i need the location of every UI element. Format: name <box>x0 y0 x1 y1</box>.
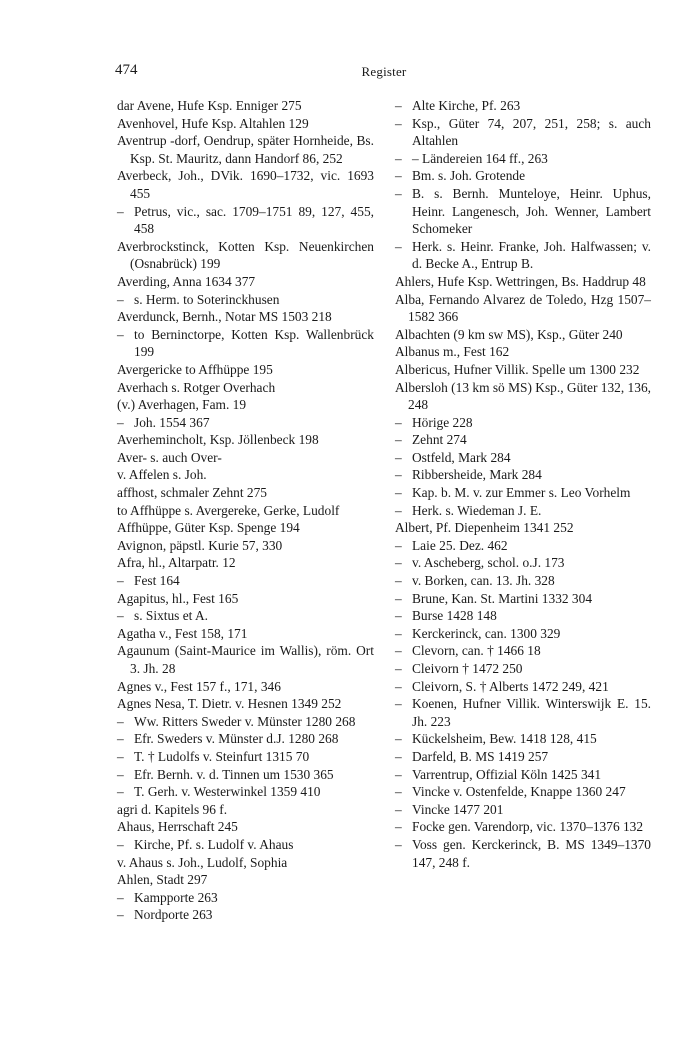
entry-text: to Berninctorpe, Kotten Ksp. Wallenbrück 199 <box>134 326 374 360</box>
index-subentry <box>117 713 374 731</box>
entry-text: Varrentrup, Offizial Köln 1425 341 <box>412 766 602 782</box>
index-entry <box>117 642 374 677</box>
subentry-dash: – <box>117 573 124 589</box>
subentry-dash: – <box>117 713 124 729</box>
entry-text: Laie 25. Dez. 462 <box>412 537 508 553</box>
entry-text: Agaunum (Saint-Maurice im Wallis), röm. Ort 3. Jh. 28 <box>117 643 374 676</box>
index-entry <box>117 466 374 484</box>
index-entry <box>117 97 374 115</box>
index-entry <box>117 590 374 608</box>
index-column-left <box>117 97 374 924</box>
subentry-dash: – <box>395 590 402 606</box>
entry-text: Nordporte 263 <box>134 907 213 923</box>
entry-text: Efr. Bernh. v. d. Tinnen um 1530 365 <box>134 766 334 782</box>
index-entry <box>117 273 374 291</box>
entry-text: Agnes v., Fest 157 f., 171, 346 <box>117 678 281 694</box>
entry-text: Kirche, Pf. s. Ludolf v. Ahaus <box>134 836 294 852</box>
entry-text: Voss gen. Kerckerinck, B. MS 1349–1370 147, 248 f. <box>412 836 651 870</box>
entry-text: Fest 164 <box>134 573 180 589</box>
index-entry <box>117 818 374 836</box>
entry-text: Ostfeld, Mark 284 <box>412 449 511 465</box>
entry-text: Focke gen. Varendorp, vic. 1370–1376 132 <box>412 819 644 835</box>
entry-text: Kap. b. M. v. zur Emmer s. Leo Vorhelm <box>412 485 631 501</box>
subentry-dash: – <box>395 98 402 113</box>
entry-text: Albericus, Hufner Villik. Spelle um 1300 232 <box>395 361 640 377</box>
entry-text: Averbeck, Joh., DVik. 1690–1732, vic. 1693 455 <box>117 168 374 201</box>
index-subentry <box>117 783 374 801</box>
entry-text: Zehnt 274 <box>412 432 467 448</box>
index-entry <box>395 361 651 379</box>
entry-text: Cleivorn, S. † Alberts 1472 249, 421 <box>412 678 609 694</box>
entry-text: s. Sixtus et A. <box>134 608 209 624</box>
subentry-dash: – <box>395 661 402 676</box>
subentry-dash: – <box>117 784 124 800</box>
entry-text: Ahlers, Hufe Ksp. Wettringen, Bs. Haddrup 48 <box>395 273 646 289</box>
entry-text: Darfeld, B. MS 1419 257 <box>412 748 549 764</box>
entry-text: s. Herm. to Soterinckhusen <box>134 291 280 307</box>
index-subentry <box>395 783 651 801</box>
subentry-dash: – <box>395 449 402 465</box>
index-subentry <box>117 730 374 748</box>
index-subentry <box>395 730 651 748</box>
index-entry <box>395 379 651 414</box>
index-subentry <box>395 625 651 643</box>
index-entry <box>395 519 651 537</box>
entry-text: Herk. s. Wiedeman J. E. <box>412 502 542 518</box>
index-subentry <box>395 431 651 449</box>
index-entry <box>395 291 651 326</box>
subentry-dash: – <box>395 485 402 501</box>
entry-text: Ribbersheide, Mark 284 <box>412 467 542 483</box>
entry-text: v. Ahaus s. Joh., Ludolf, Sophia <box>117 854 288 870</box>
index-subentry <box>395 695 651 730</box>
entry-text: Kückelsheim, Bew. 1418 128, 415 <box>412 731 597 747</box>
subentry-dash: – <box>395 537 402 553</box>
index-entry <box>395 326 651 344</box>
subentry-dash: – <box>117 766 124 782</box>
running-head: Register <box>361 64 407 79</box>
index-entry <box>117 308 374 326</box>
subentry-dash: – <box>117 731 124 747</box>
entry-text: Kerckerinck, can. 1300 329 <box>412 625 561 641</box>
index-entry <box>117 554 374 572</box>
index-entry <box>117 115 374 133</box>
index-entry <box>117 695 374 713</box>
entry-text: Averding, Anna 1634 377 <box>117 273 256 289</box>
entry-text: Joh. 1554 367 <box>134 414 210 430</box>
entry-text: Alba, Fernando Alvarez de Toledo, Hzg 1507–1582 366 <box>395 291 651 325</box>
entry-text: Ahlen, Stadt 297 <box>117 872 208 888</box>
entry-text: Bm. s. Joh. Grotende <box>412 168 526 184</box>
index-subentry <box>117 607 374 625</box>
index-subentry <box>395 466 651 484</box>
subentry-dash: – <box>117 291 124 307</box>
entry-text: Alte Kirche, Pf. 263 <box>412 98 521 113</box>
subentry-dash: – <box>395 115 402 131</box>
entry-text: Vincke 1477 201 <box>412 801 504 817</box>
entry-text: to Affhüppe s. Avergereke, Gerke, Ludolf <box>117 502 340 518</box>
index-subentry <box>395 678 651 696</box>
entry-text: v. Affelen s. Joh. <box>117 467 207 483</box>
index-subentry <box>395 572 651 590</box>
subentry-dash: – <box>395 150 402 166</box>
index-entry <box>117 678 374 696</box>
entry-text: Aver- s. auch Over- <box>117 449 222 465</box>
entry-text: Ahaus, Herrschaft 245 <box>117 819 238 835</box>
subentry-dash: – <box>117 836 124 852</box>
index-subentry <box>395 115 651 150</box>
index-subentry <box>117 836 374 854</box>
entry-text: v. Ascheberg, schol. o.J. 173 <box>412 555 565 571</box>
entry-text: Affhüppe, Güter Ksp. Spenge 194 <box>117 520 300 536</box>
index-subentry <box>395 554 651 572</box>
index-entry <box>117 537 374 555</box>
index-subentry <box>395 642 651 660</box>
entry-text: dar Avene, Hufe Ksp. Enniger 275 <box>117 98 302 113</box>
subentry-dash: – <box>117 889 124 905</box>
entry-text: Agnes Nesa, T. Dietr. v. Hesnen 1349 252 <box>117 696 342 712</box>
subentry-dash: – <box>117 203 124 219</box>
index-subentry <box>395 97 651 115</box>
index-subentry <box>117 748 374 766</box>
entry-text: – Ländereien 164 ff., 263 <box>412 150 548 166</box>
subentry-dash: – <box>395 432 402 448</box>
subentry-dash: – <box>117 608 124 624</box>
subentry-dash: – <box>395 766 402 782</box>
entry-text: v. Borken, can. 13. Jh. 328 <box>412 573 555 589</box>
index-entry <box>117 361 374 379</box>
index-subentry <box>395 801 651 819</box>
entry-text: Brune, Kan. St. Martini 1332 304 <box>412 590 593 606</box>
subentry-dash: – <box>395 819 402 835</box>
entry-text: affhost, schmaler Zehnt 275 <box>117 485 267 501</box>
index-entry <box>117 854 374 872</box>
index-entry <box>117 431 374 449</box>
index-subentry <box>117 889 374 907</box>
entry-text: Afra, hl., Altarpatr. 12 <box>117 555 236 571</box>
index-subentry <box>395 660 651 678</box>
index-subentry <box>117 766 374 784</box>
page-number: 474 <box>115 62 138 78</box>
entry-text: T. Gerh. v. Westerwinkel 1359 410 <box>134 784 321 800</box>
subentry-dash: – <box>395 678 402 694</box>
index-subentry <box>395 185 651 238</box>
index-entry <box>395 273 651 291</box>
entry-text: Herk. s. Heinr. Franke, Joh. Halfwassen; v. d. Becke A., Entrup B. <box>412 238 651 272</box>
entry-text: Albert, Pf. Diepenheim 1341 252 <box>395 520 574 536</box>
subentry-dash: – <box>395 502 402 518</box>
index-entry <box>117 449 374 467</box>
index-subentry <box>395 449 651 467</box>
subentry-dash: – <box>395 573 402 589</box>
index-subentry <box>395 590 651 608</box>
entry-text: Ww. Ritters Sweder v. Münster 1280 268 <box>134 713 356 729</box>
entry-text: agri d. Kapitels 96 f. <box>117 801 228 817</box>
entry-text: Ksp., Güter 74, 207, 251, 258; s. auch Altahlen <box>412 115 651 149</box>
entry-text: Clevorn, can. † 1466 18 <box>412 643 541 659</box>
index-subentry <box>117 572 374 590</box>
entry-text: Burse 1428 148 <box>412 608 497 624</box>
index-subentry <box>117 203 374 238</box>
entry-text: Aventrup -dorf, Oendrup, später Hornheide, Bs. Ksp. St. Mauritz, dann Handorf 86, 252 <box>117 133 374 166</box>
index-entry <box>117 238 374 273</box>
index-subentry <box>395 502 651 520</box>
subentry-dash: – <box>395 185 402 201</box>
index-subentry <box>395 818 651 836</box>
index-subentry <box>395 537 651 555</box>
subentry-dash: – <box>395 467 402 483</box>
subentry-dash: – <box>117 907 124 923</box>
index-entry <box>395 343 651 361</box>
entry-text: T. † Ludolfs v. Steinfurt 1315 70 <box>134 748 310 764</box>
subentry-dash: – <box>395 643 402 659</box>
index-subentry <box>395 414 651 432</box>
index-column-right <box>395 97 651 871</box>
entry-text: Cleivorn † 1472 250 <box>412 661 523 676</box>
index-subentry <box>395 238 651 273</box>
index-entry <box>117 801 374 819</box>
entry-text: Agatha v., Fest 158, 171 <box>117 625 248 641</box>
entry-text: (v.) Averhagen, Fam. 19 <box>117 397 247 413</box>
entry-text: Albachten (9 km sw MS), Ksp., Güter 240 <box>395 326 623 342</box>
subentry-dash: – <box>395 414 402 430</box>
entry-text: Averbrockstinck, Kotten Ksp. Neuenkirchen (Osnabrück) 199 <box>117 238 374 272</box>
index-subentry <box>117 291 374 309</box>
subentry-dash: – <box>395 696 402 712</box>
entry-text: Kampporte 263 <box>134 889 218 905</box>
index-entry <box>117 379 374 397</box>
index-entry <box>117 502 374 520</box>
entry-text: Albanus m., Fest 162 <box>395 344 510 360</box>
subentry-dash: – <box>117 326 124 342</box>
entry-text: Avenhovel, Hufe Ksp. Altahlen 129 <box>117 115 309 131</box>
entry-text: Koenen, Hufner Villik. Winterswijk E. 15. Jh. 223 <box>412 696 651 729</box>
entry-text: Avignon, päpstl. Kurie 57, 330 <box>117 537 283 553</box>
subentry-dash: – <box>395 238 402 254</box>
entry-text: Averhemincholt, Ksp. Jöllenbeck 198 <box>117 432 319 448</box>
index-subentry <box>395 167 651 185</box>
subentry-dash: – <box>117 748 124 764</box>
index-entry <box>117 625 374 643</box>
index-subentry <box>117 326 374 361</box>
entry-text: B. s. Bernh. Munteloye, Heinr. Uphus, Heinr. Langenesch, Joh. Wenner, Lambert Schomeker <box>412 185 651 237</box>
index-entry <box>117 132 374 167</box>
entry-text: Albersloh (13 km sö MS) Ksp., Güter 132, 136, 248 <box>395 379 651 413</box>
entry-text: Agapitus, hl., Fest 165 <box>117 590 239 606</box>
index-subentry <box>395 484 651 502</box>
index-subentry <box>395 607 651 625</box>
index-subentry <box>395 836 651 871</box>
index-entry <box>117 519 374 537</box>
subentry-dash: – <box>395 608 402 624</box>
entry-text: Petrus, vic., sac. 1709–1751 89, 127, 455, 458 <box>134 203 374 237</box>
index-entry <box>117 871 374 889</box>
index-subentry <box>395 150 651 168</box>
entry-text: Averhach s. Rotger Overhach <box>117 379 276 395</box>
subentry-dash: – <box>395 555 402 571</box>
index-entry <box>117 484 374 502</box>
entry-text: Avergericke to Affhüppe 195 <box>117 361 273 377</box>
index-subentry <box>395 748 651 766</box>
subentry-dash: – <box>117 414 124 430</box>
index-entry <box>117 167 374 202</box>
entry-text: Hörige 228 <box>412 414 473 430</box>
index-entry <box>117 396 374 414</box>
subentry-dash: – <box>395 784 402 800</box>
subentry-dash: – <box>395 836 402 852</box>
subentry-dash: – <box>395 625 402 641</box>
subentry-dash: – <box>395 168 402 184</box>
index-subentry <box>117 906 374 924</box>
entry-text: Vincke v. Ostenfelde, Knappe 1360 247 <box>412 784 626 800</box>
subentry-dash: – <box>395 801 402 817</box>
index-subentry <box>117 414 374 432</box>
subentry-dash: – <box>395 731 402 747</box>
entry-text: Efr. Sweders v. Münster d.J. 1280 268 <box>134 731 339 747</box>
index-subentry <box>395 766 651 784</box>
entry-text: Averdunck, Bernh., Notar MS 1503 218 <box>117 309 332 325</box>
subentry-dash: – <box>395 748 402 764</box>
